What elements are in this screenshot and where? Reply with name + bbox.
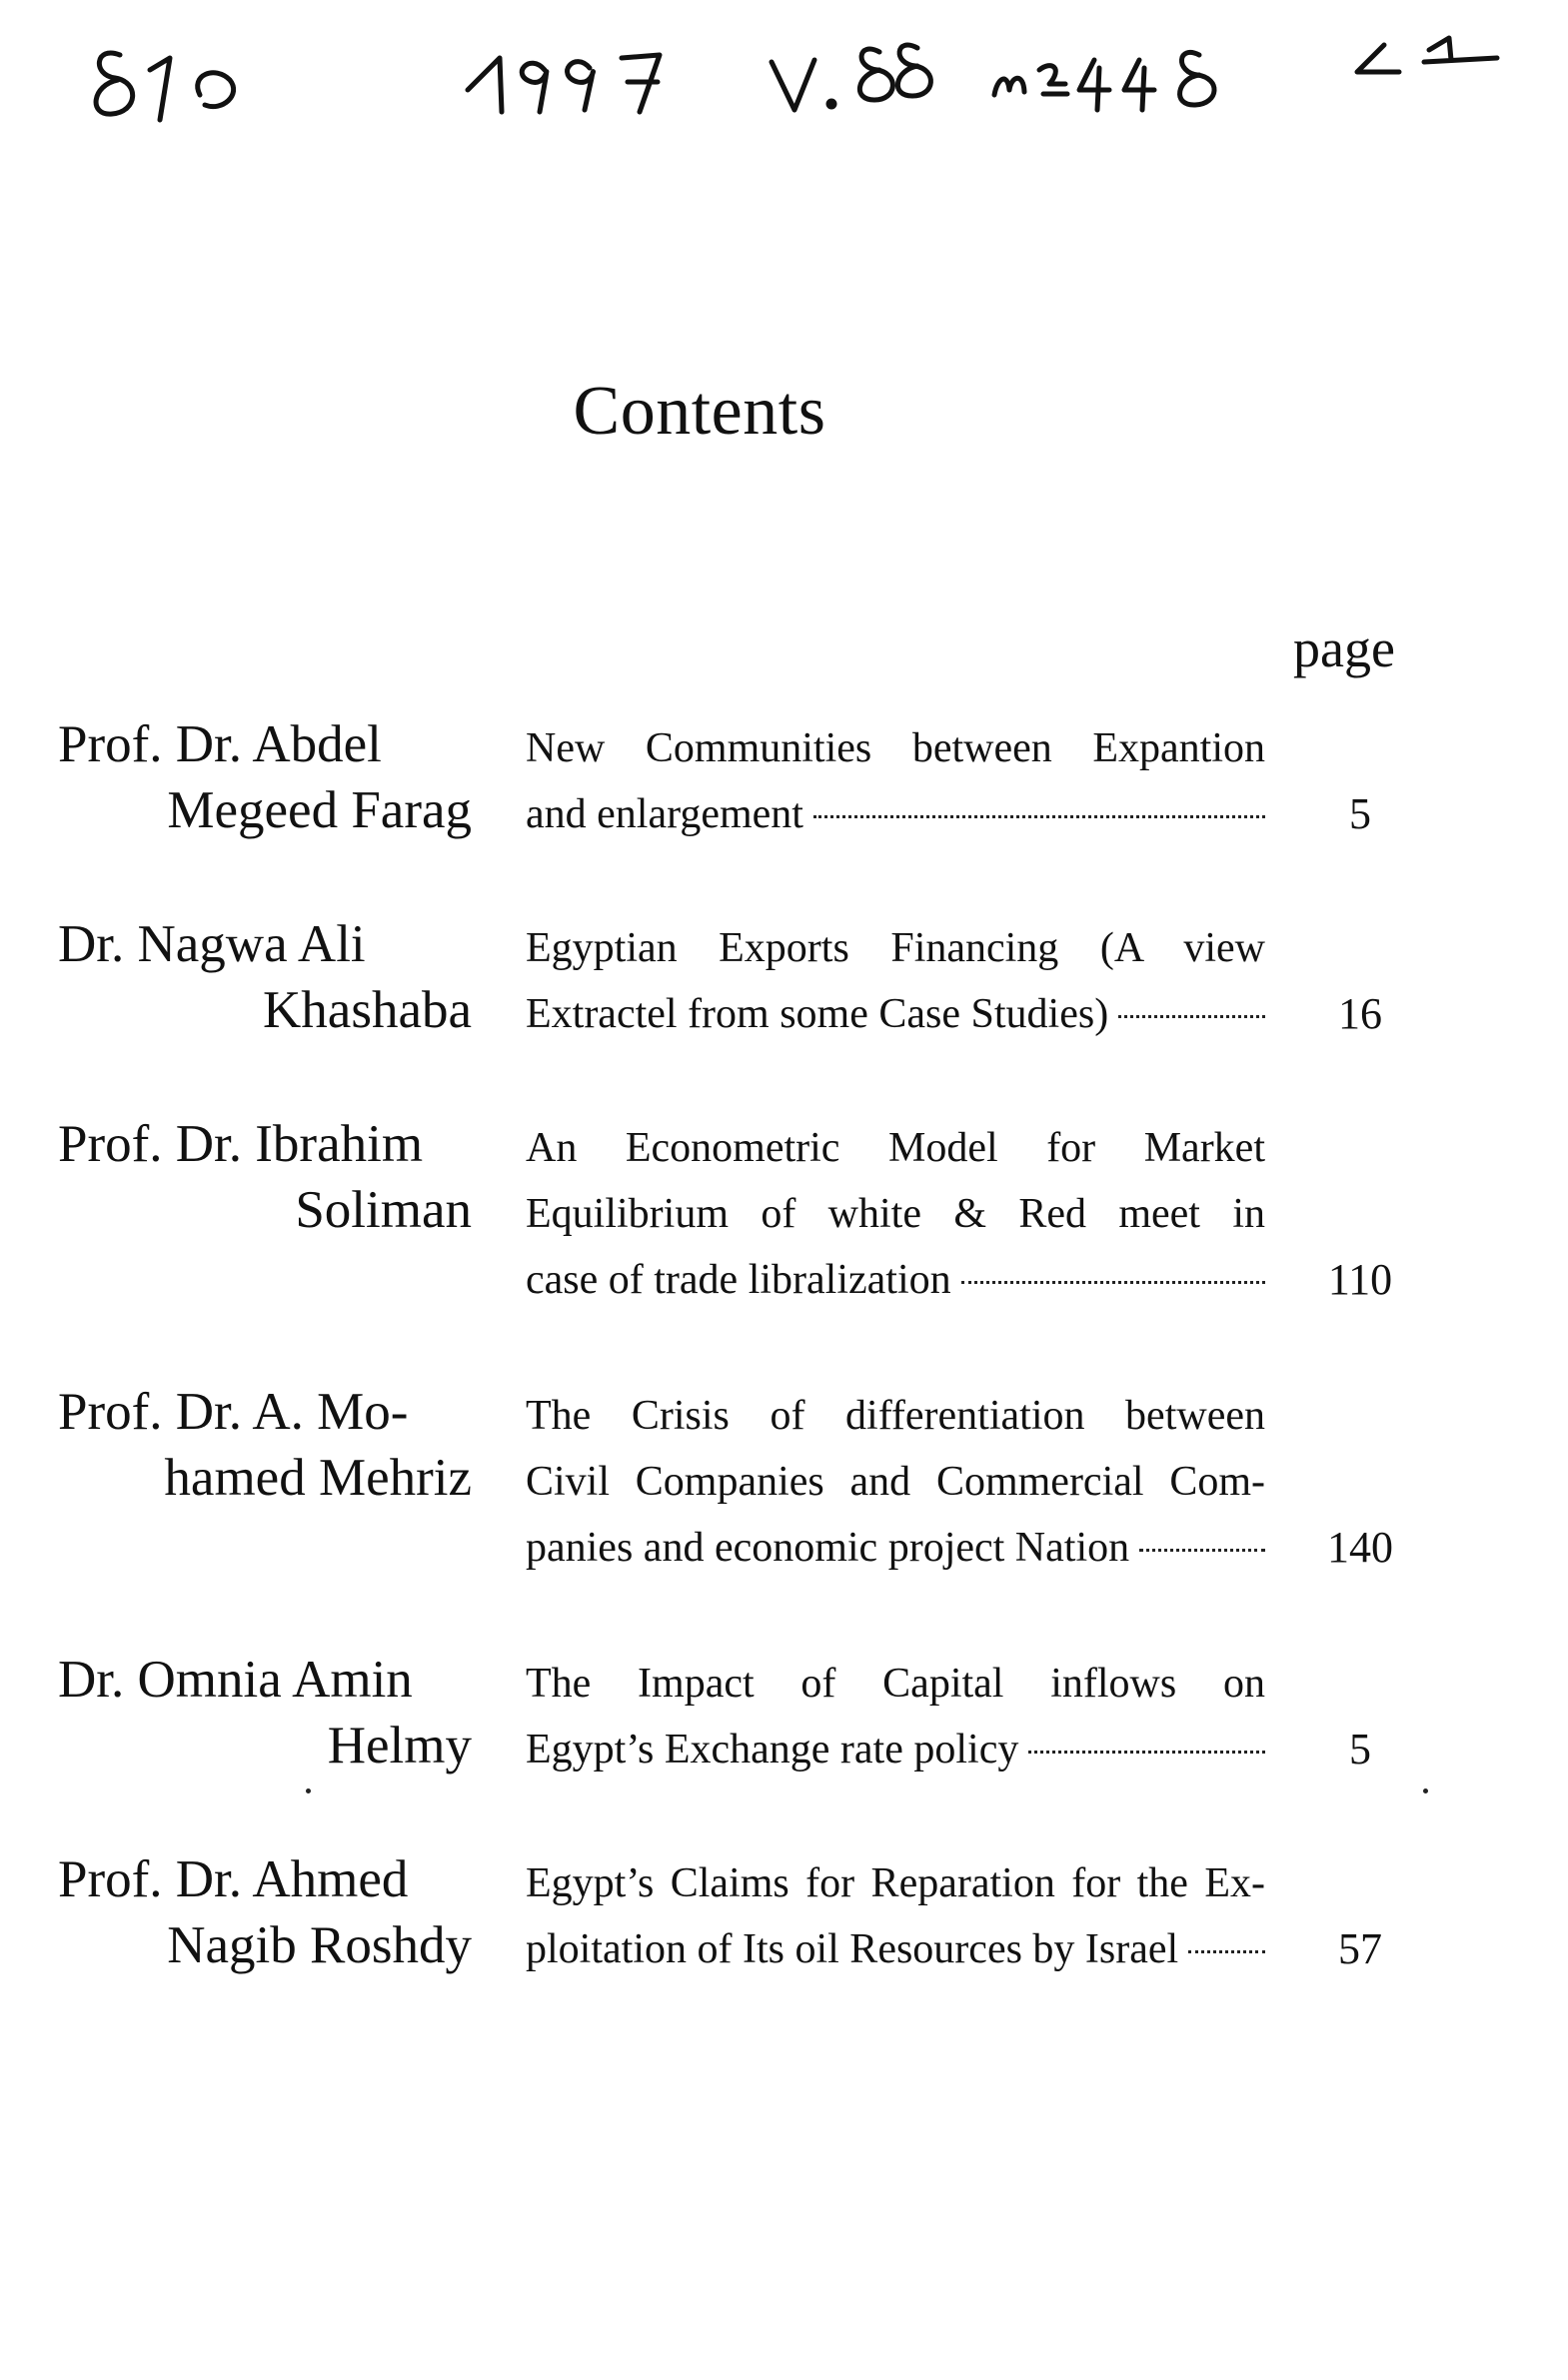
- title-line: Civil Companies and Commercial Com-: [526, 1459, 1265, 1505]
- title-last-line: [526, 1247, 1265, 1313]
- scan-speck: [306, 1788, 311, 1793]
- toc-title: [526, 1850, 1265, 1982]
- title-last-line: [526, 1916, 1265, 1982]
- title-line: Egypt’s Claims for Reparation for the Ex-: [526, 1860, 1265, 1906]
- toc-author: [58, 1111, 472, 1243]
- toc-page-number: 16: [1338, 989, 1382, 1038]
- title-line: case of trade libralization: [526, 1257, 951, 1303]
- handwritten-annotation: [0, 0, 1568, 140]
- title-last-line: [526, 1717, 1265, 1783]
- title-line: Extractel from some Case Studies): [526, 991, 1109, 1037]
- author-line-1: Dr. Omnia Amin: [58, 1651, 413, 1709]
- author-line-1: Prof. Dr. Ahmed: [58, 1850, 409, 1908]
- dot-leader: [1188, 1950, 1265, 1953]
- author-line-1: Prof. Dr. A. Mo-: [58, 1383, 409, 1441]
- title-line: Egypt’s Exchange rate policy: [526, 1727, 1019, 1773]
- toc-author: [58, 1647, 472, 1779]
- title-last-line: [526, 781, 1265, 847]
- title-line: ploitation of Its oil Resources by Israel: [526, 1926, 1179, 1972]
- page-column-label: page: [1293, 618, 1395, 678]
- title-line: New Communities between Expantion: [526, 725, 1265, 771]
- toc-title: [526, 1115, 1265, 1313]
- title-line: and enlargement: [526, 791, 803, 837]
- toc-title: [526, 715, 1265, 847]
- title-line: Egyptian Exports Financing (A view: [526, 925, 1265, 971]
- scan-speck: [1423, 1788, 1428, 1793]
- author-line-2: Megeed Farag: [167, 781, 472, 839]
- author-line-2: Helmy: [327, 1717, 472, 1775]
- toc-title: [526, 1383, 1265, 1581]
- toc-title: [526, 1651, 1265, 1783]
- title-line: The Crisis of differentiation between: [526, 1393, 1265, 1439]
- toc-page-number: 110: [1327, 1255, 1393, 1304]
- toc-page-number: 5: [1349, 789, 1371, 838]
- author-line-1: Prof. Dr. Abdel: [58, 715, 382, 773]
- page-title: Contents: [573, 373, 826, 450]
- author-line-1: Prof. Dr. Ibrahim: [58, 1115, 424, 1173]
- toc-page-number: 57: [1338, 1924, 1382, 1973]
- dot-leader: [961, 1281, 1265, 1284]
- author-line-2: hamed Mehriz: [164, 1449, 472, 1507]
- toc-author: [58, 711, 472, 843]
- handwriting-strokes: [0, 0, 1568, 140]
- title-line: Equilibrium of white & Red meet in: [526, 1191, 1265, 1237]
- toc-page-number: 140: [1327, 1523, 1393, 1572]
- author-line-2: Soliman: [295, 1181, 472, 1239]
- toc-title: [526, 915, 1265, 1047]
- toc-page-number: 5: [1349, 1725, 1371, 1774]
- title-last-line: [526, 1515, 1265, 1581]
- toc-author: [58, 911, 472, 1043]
- title-last-line: [526, 981, 1265, 1047]
- dot-leader: [1028, 1751, 1265, 1754]
- title-line: panies and economic project Nation: [526, 1525, 1130, 1571]
- dot-leader: [1118, 1015, 1265, 1018]
- title-line: An Econometric Model for Market: [526, 1125, 1265, 1171]
- toc-author: [58, 1846, 472, 1978]
- dot-leader: [813, 815, 1265, 818]
- title-line: The Impact of Capital inflows on: [526, 1661, 1265, 1707]
- toc-author: [58, 1379, 472, 1511]
- author-line-2: Khashaba: [263, 981, 472, 1039]
- author-line-1: Dr. Nagwa Ali: [58, 915, 366, 973]
- author-line-2: Nagib Roshdy: [167, 1916, 472, 1974]
- dot-leader: [1139, 1549, 1265, 1552]
